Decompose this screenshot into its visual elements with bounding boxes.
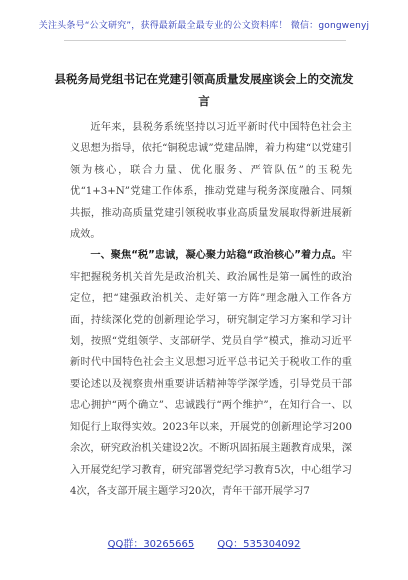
header-promo-note: 关注头条号“公文研究”，获得最新最全最专业的公文资料库！ 微信：gongwenyj [38, 21, 370, 31]
section-one-heading: 一、聚焦“税”忠诚，凝心聚力站稳“政治核心”着力点。 [90, 250, 342, 262]
document-body [70, 117, 352, 502]
footer-qq-group[interactable]: QQ群：30265665 [107, 539, 195, 550]
footer-contacts [0, 535, 408, 550]
paragraph-intro: 近年来，县税务系统坚持以习近平新时代中国特色社会主义思想为指导，依托“铜税忠诚”党建品牌，着力构建“以党建引领为核心，联合力量、优化服务、严管队伍”的玉税先优“1+3+N”党建工作体系，推动党建与税务深度融合、同频共振，推动高质量党建引领税收事业高质量发展取得新进展新成效。 [70, 122, 352, 241]
document-title: 县税务局党组书记在党建引领高质量发展座谈会上的交流发言 [54, 72, 354, 108]
section-one-text: 牢牢把握税务机关首先是政治机关、政治属性是第一属性的政治定位，把“建强政治机关、走好第一方阵”理念融入工作各方面，持续深化党的创新理论学习，研究制定学习方案和学习计划，按照“党组领学、支部研学、党员自学”模式，推动习近平新时代中国特色社会主义思想习近平总书记关于税收工作的重要论述以及视察贵州重要讲话精神等学深学透，引导党员干部忠心拥护“两个确立”、忠诚践行“两个维护”，在知行合一、以知促行上取得实效。2023年以来，开展党的创新理论学习200余次，研究政治机关建设2次。不断巩固拓展主题教育成果，深入开展党纪学习教育，研究部署党纪学习教育5次，中心组学习4次，各支部开展主题学习20次，青年干部开展学习7 [70, 250, 352, 497]
footer-qq-number[interactable]: QQ：535304092 [217, 539, 301, 550]
paragraph-section-one [70, 245, 352, 502]
header-divider [64, 40, 346, 41]
